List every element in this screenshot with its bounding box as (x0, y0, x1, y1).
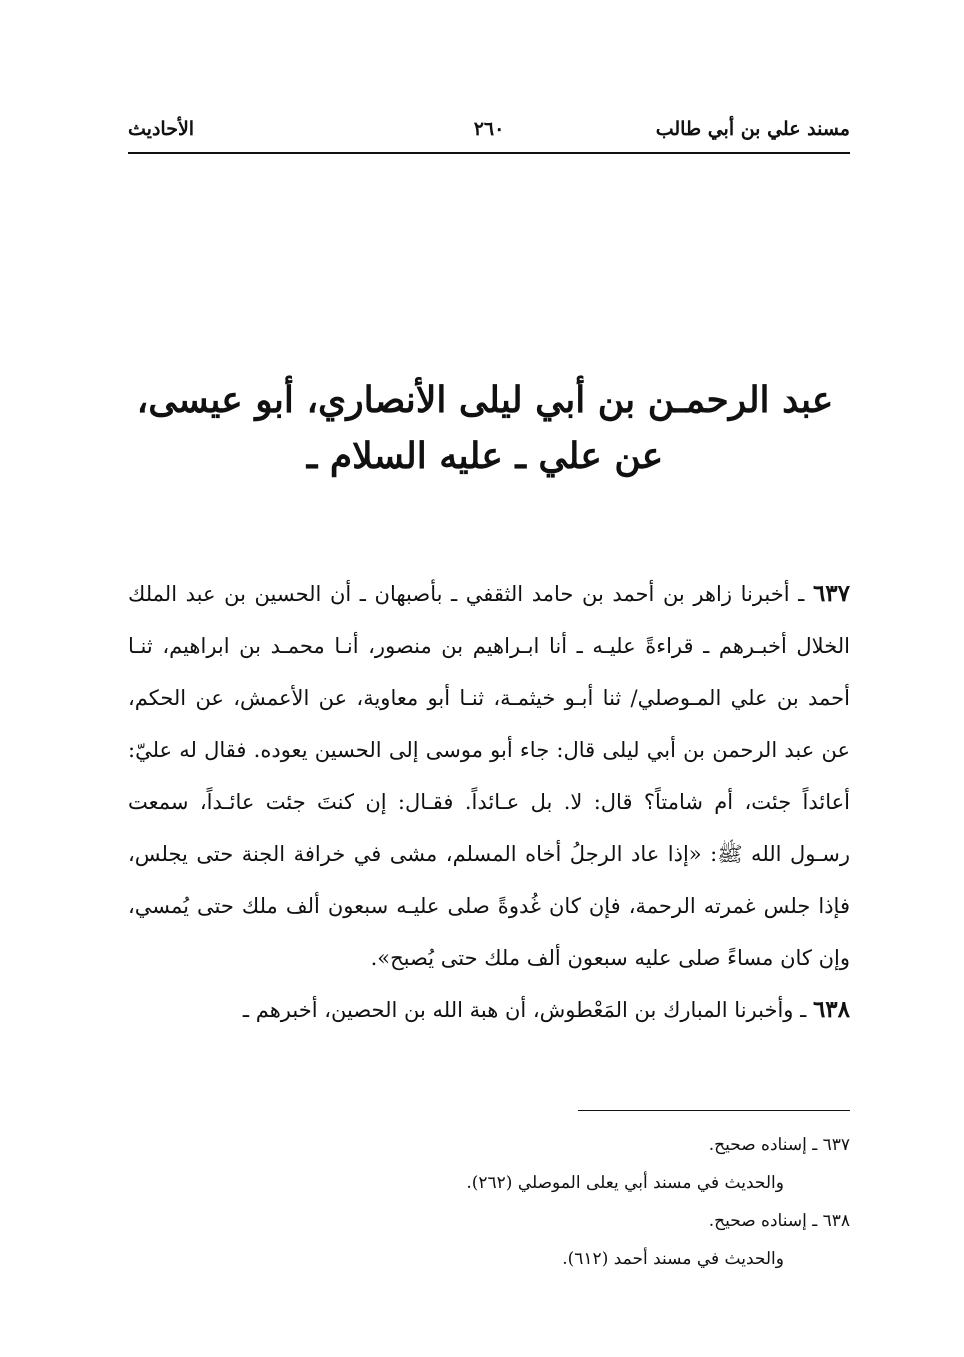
hadith-text: ـ أخبرنا زاهر بن أحمد بن حامد الثقفي ـ بأصبهان ـ أن الحسين بن عبد الملك الخلال أخبـرهم ـ قراءةً عليـه ـ أنا ابـراهيم بن منصور، أنـا محمـد بن ابراهيم، ثنـا أحمد بن علي المـوصلي/ ثنا أبـو خيثمـة، ثنـا أبو معاوية، عن الأعمش، عن الحكم، عن عبد الرحمن بن أبي ليلى قال: جاء أبو موسى إلى الحسين يعوده. فقال له عليّ: أعائداً جئت، أم شامتاً؟ قال: لا. بل عـائداً. فقـال: إن كنتَ جئت عائـداً، سمعت رسـول الله ﷺ: «إذا عاد الرجلُ أخاه المسلم، مشى في خرافة الجنة حتى يجلس، فإذا جلس غمرته الرحمة، فإن كان غُدوةً صلى عليـه سبعون ألف ملك حتى يُمسي، وإن كان مساءً صلى عليه سبعون ألف ملك حتى يُصبح». (128, 582, 850, 970)
book-title: مسند علي بن أبي طالب (655, 118, 850, 140)
footnotes (128, 1126, 850, 1278)
hadith-text: ـ وأخبرنا المبارك بن المَعْطوش، أن هبة الله بن الحصين، أخبرهم ـ (242, 998, 813, 1022)
footnote-line: ٦٣٨ ـ إسناده صحيح. (708, 1211, 850, 1231)
hadith-number: ٦٣٨ (812, 996, 850, 1023)
main-text (128, 568, 850, 1036)
hadith-number: ٦٣٧ (812, 580, 850, 607)
footnote-line: والحديث في مسند أبي يعلى الموصلي (٢٦٢). (466, 1173, 784, 1193)
footnote-line: والحديث في مسند أحمد (٦١٢). (562, 1249, 784, 1269)
chapter-title-line-2: عن علي ـ عليه السلام ـ (306, 435, 664, 477)
hadith-paragraph (128, 568, 850, 984)
hadith-paragraph (128, 984, 850, 1036)
footnote-line: ٦٣٧ ـ إسناده صحيح. (708, 1135, 850, 1155)
running-header (128, 118, 850, 150)
chapter-title (120, 372, 850, 484)
chapter-title-line-1: عبد الرحمـن بن أبي ليلى الأنصاري، أبو عيسى، (136, 379, 834, 421)
header-rule (128, 152, 850, 154)
section-name: الأحاديث (128, 118, 195, 140)
footnote-rule (578, 1110, 850, 1111)
page-number: ٢٦٠ (473, 118, 505, 140)
